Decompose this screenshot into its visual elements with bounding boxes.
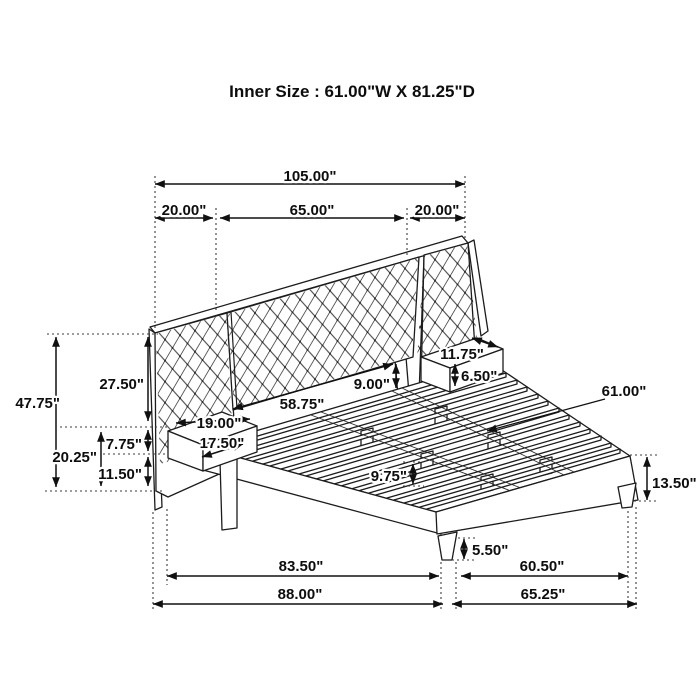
dim-total-depth-label: 88.00": [277, 586, 323, 603]
dim-slat-support-height: [371, 464, 413, 485]
dim-left-shelf-depth-label: 17.50": [199, 435, 245, 452]
dim-total-width-label: 105.00": [283, 168, 337, 185]
dim-shelf-top-to-floor-label: 20.25": [52, 449, 97, 466]
dim-total-width: [155, 168, 465, 185]
dim-right-shelf-height: [455, 364, 497, 386]
dim-shelf-bottom-to-floor-label: 11.50": [98, 466, 142, 483]
dim-right-pier-width-label: 20.00": [414, 202, 460, 219]
dim-headboard-width: [220, 202, 404, 219]
dim-left-pier-width: [155, 202, 213, 219]
dim-right-pier-width: [410, 202, 465, 219]
dim-left-shelf-height-label: 7.75": [105, 436, 142, 453]
dim-right-shelf-depth-label: 11.75": [440, 346, 484, 363]
dim-foot-rail-width: [461, 558, 628, 576]
dim-left-shelf-height: [106, 430, 148, 453]
dim-left-shelf-width-label: 19.00": [196, 415, 242, 432]
dim-headboard-bottom-width-label: 58.75": [279, 396, 325, 413]
diagram-title: Inner Size : 61.00"W X 81.25"D: [229, 82, 475, 101]
extension-lines: [45, 176, 658, 612]
dim-left-pier-width-label: 20.00": [161, 202, 207, 219]
dim-leg-height-label: 5.50": [472, 542, 509, 559]
front-right-leg: [618, 483, 636, 508]
dim-pier-height-label: 47.75": [15, 395, 60, 412]
left-pier-foot: [220, 457, 237, 530]
dim-panel-top-to-shelf: [99, 337, 148, 421]
dim-frame-length-label: 83.50": [278, 558, 324, 575]
dim-right-shelf-height-label: 6.50": [461, 368, 498, 385]
dim-shelf-bottom-to-floor: [98, 457, 148, 486]
dim-headboard-width-label: 65.00": [289, 202, 335, 219]
dim-shelf-top-to-floor: [52, 432, 101, 486]
dim-inner-width-label: 61.00": [601, 383, 647, 400]
front-left-leg: [438, 532, 457, 560]
dim-rail-height-label: 13.50": [652, 475, 697, 492]
dimension-annotations: [15, 168, 696, 604]
dim-frame-front-width: [452, 586, 637, 604]
dim-frame-front-width-label: 65.25": [520, 586, 566, 603]
dim-headboard-to-rail-gap-label: 9.00": [353, 376, 390, 393]
dim-panel-top-to-shelf-label: 27.50": [99, 376, 144, 393]
dim-frame-length: [167, 558, 439, 576]
dim-leg-height: [464, 539, 508, 559]
dim-total-depth: [153, 586, 443, 604]
dim-rail-height: [647, 457, 697, 500]
dim-slat-support-height-label: 9.75": [370, 468, 407, 485]
dim-foot-rail-width-label: 60.50": [519, 558, 565, 575]
